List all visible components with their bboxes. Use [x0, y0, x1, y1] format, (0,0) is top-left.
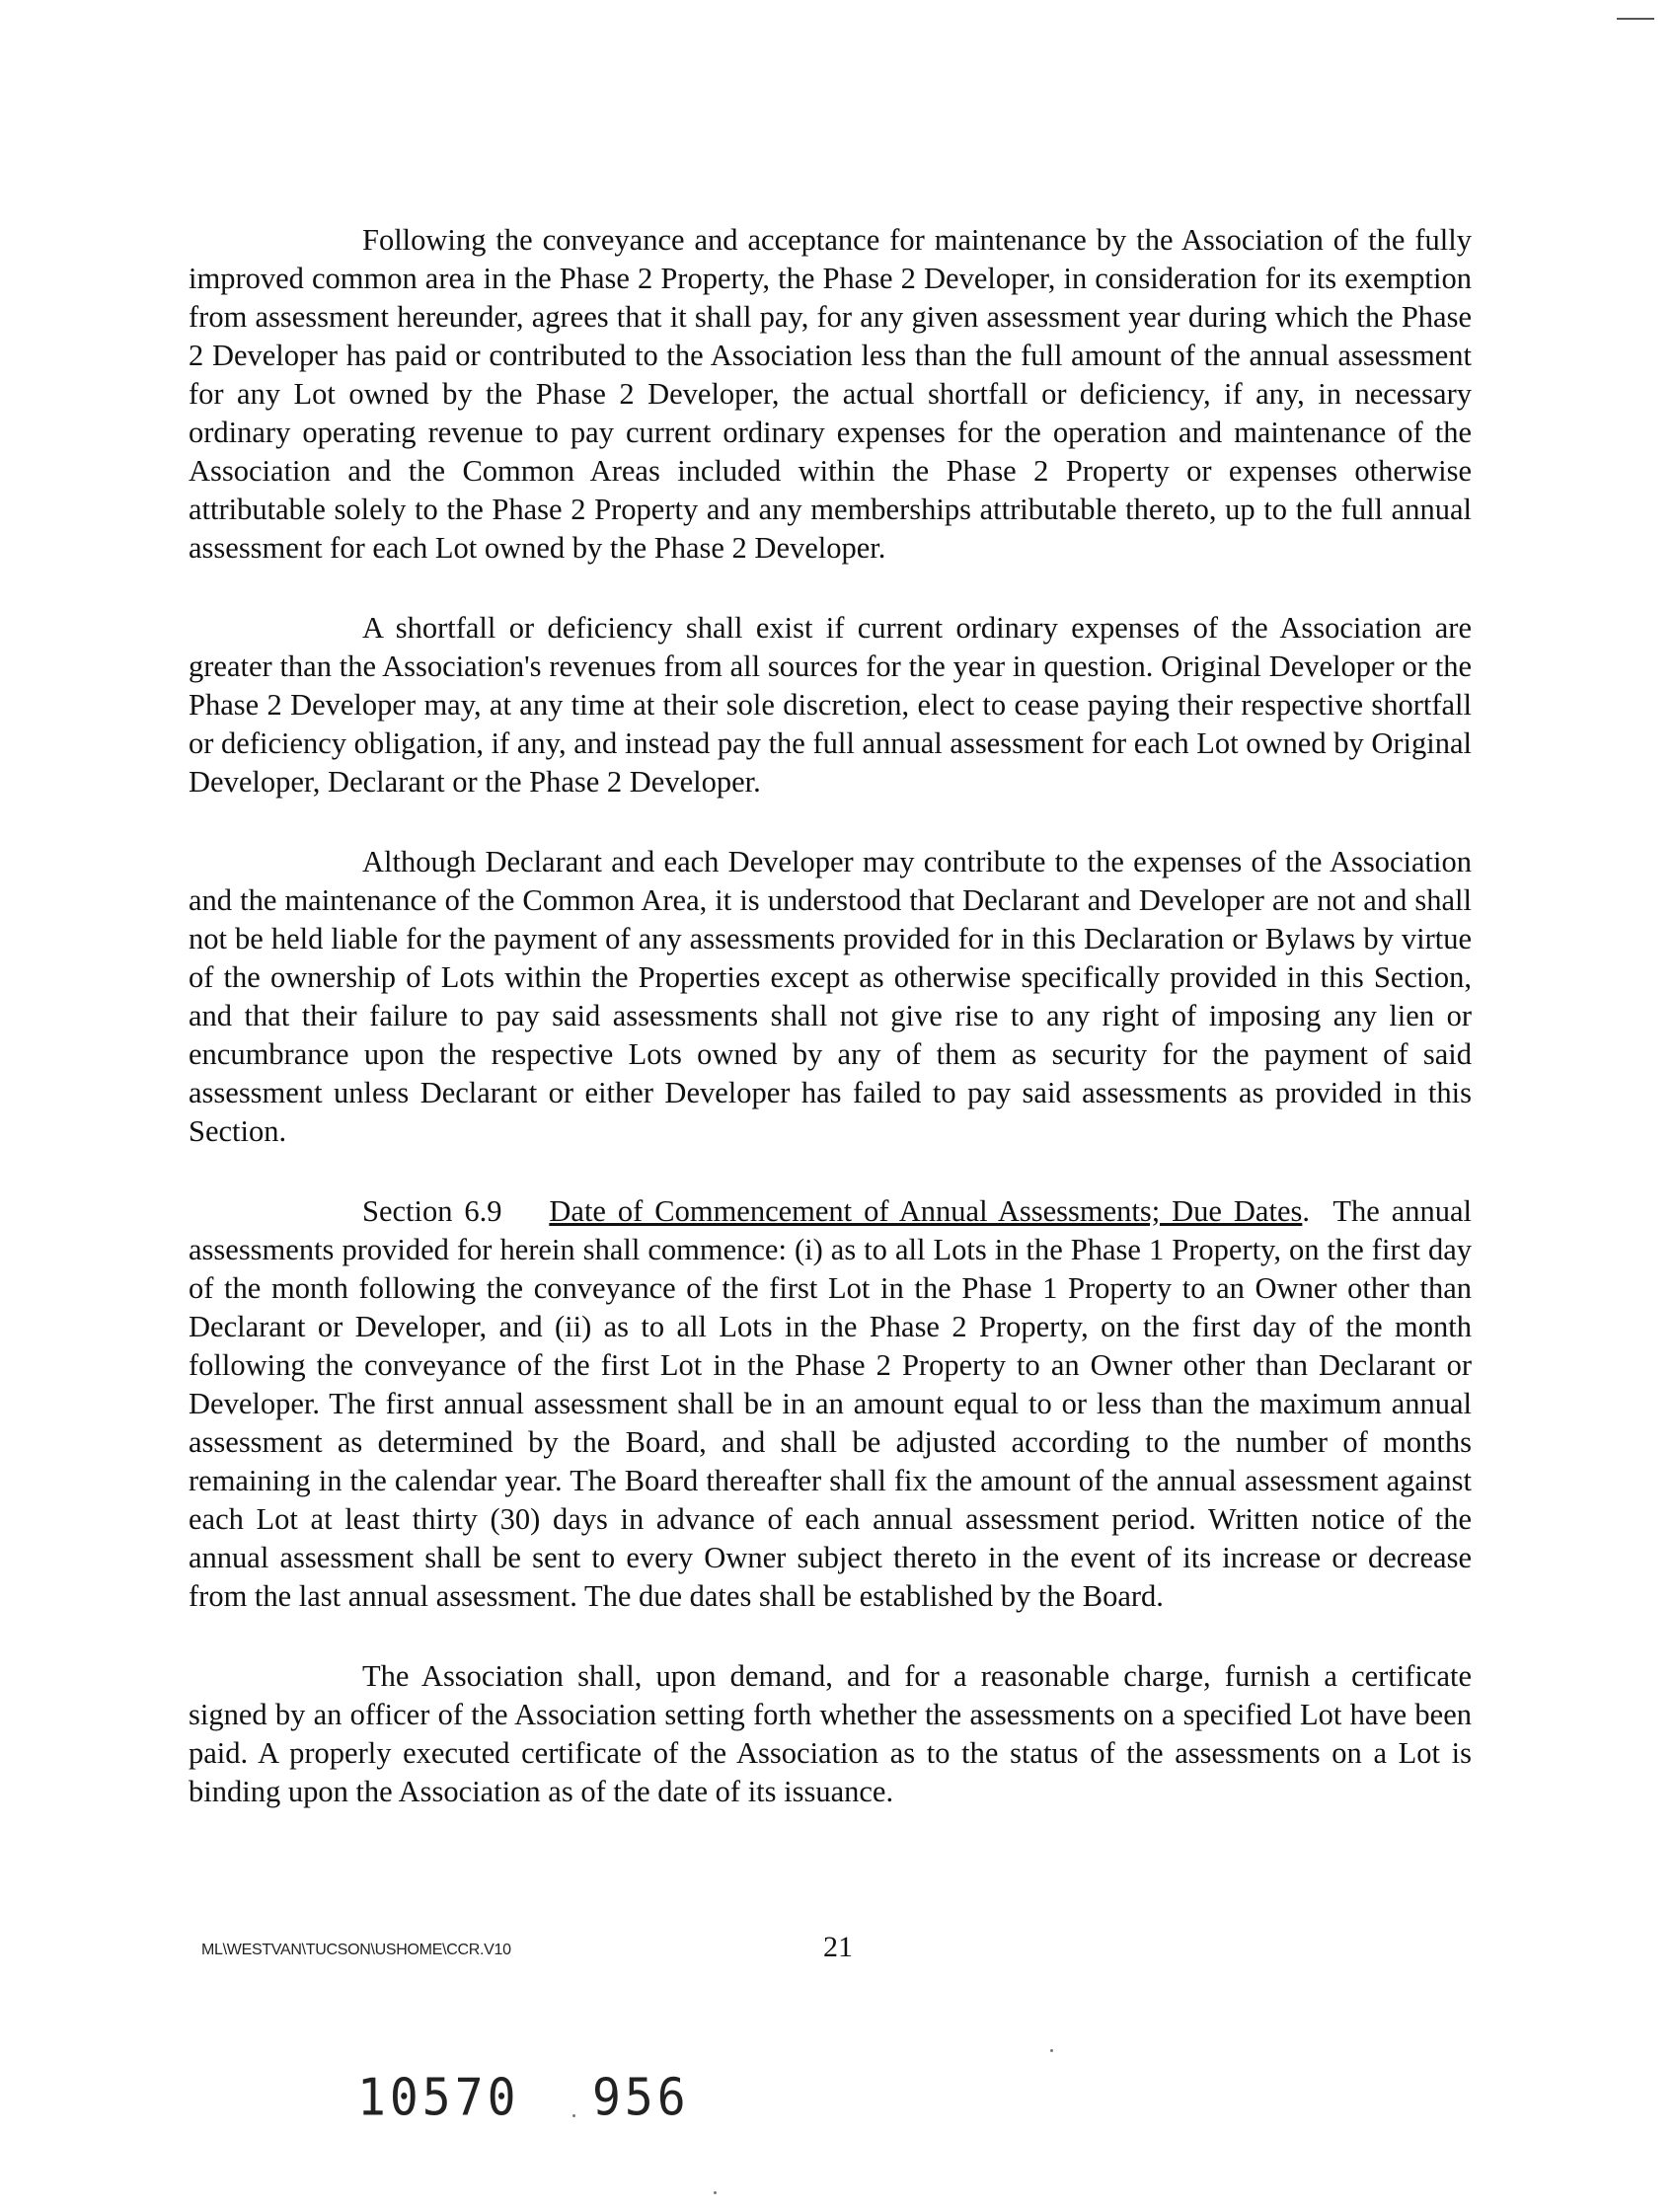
scan-speck: [572, 2114, 575, 2117]
scan-speck: [714, 2191, 717, 2194]
recording-stamp-page: 956: [592, 2067, 690, 2128]
section-heading-end: .: [1302, 1194, 1310, 1228]
section-number: Section 6.9: [362, 1194, 502, 1228]
scan-speck: [1050, 2049, 1053, 2052]
document-body: [189, 221, 1472, 1853]
section-6-9-paragraph: [189, 1192, 1472, 1616]
footer-file-path: ML\WESTVAN\TUCSON\USHOME\CCR.V10: [201, 1942, 511, 1958]
page-number: 21: [823, 1931, 853, 1963]
paragraph-declarant-liability: Although Declarant and each Developer may contribute to the expenses of the Association and the maintenance of the Common Area, it is understood that Declarant and Developer are not and shall not be held liable for the payment of any assessments provided for in this Declaration or Bylaws by virtue of the ownership of Lots within the Properties except as otherwise specifically provided in this Section, and that their failure to pay said assessments shall not give rise to any right of imposing any lien or encumbrance upon the respective Lots owned by any of them as security for the payment of said assessment unless Declarant or either Developer has failed to pay said assessments as provided in this Section.: [189, 845, 1472, 1148]
recording-stamp-book: 10570: [357, 2067, 520, 2128]
section-heading: Date of Commencement of Annual Assessments; Due Dates: [549, 1194, 1303, 1228]
paragraph-shortfall-definition: A shortfall or deficiency shall exist if current ordinary expenses of the Association are greater than the Association's revenues from all sources for the year in question. Original Developer or the Phase 2 Developer may, at any time at their sole discretion, elect to cease paying their respective shortfall or deficiency obligation, if any, and instead pay the full annual assessment for each Lot owned by Original Developer, Declarant or the Phase 2 Developer.: [189, 611, 1472, 799]
scan-corner-mark: [1617, 18, 1654, 20]
paragraph-assessment-certificate: The Association shall, upon demand, and for a reasonable charge, furnish a certificate signed by an officer of the Association setting forth whether the assessments on a specified Lot have been paid. A properly executed certificate of the Association as to the status of the assessments on a Lot is binding upon the Association as of the date of its issuance.: [189, 1659, 1472, 1808]
paragraph-phase2-shortfall-obligation: Following the conveyance and acceptance for maintenance by the Association of the fully improved common area in the Phase 2 Property, the Phase 2 Developer, in consideration for its exemption from assessment hereunder, agrees that it shall pay, for any given assessment year during which the Phase 2 Developer has paid or contributed to the Association less than the full amount of the annual assessment for any Lot owned by the Phase 2 Developer, the actual shortfall or deficiency, if any, in necessary ordinary operating revenue to pay current ordinary expenses for the operation and maintenance of the Association and the Common Areas included within the Phase 2 Property or expenses otherwise attributable solely to the Phase 2 Property and any memberships attributable thereto, up to the full annual assessment for each Lot owned by the Phase 2 Developer.: [189, 223, 1472, 565]
section-text: The annual assessments provided for herein shall commence: (i) as to all Lots in the Phase 1 Property, on the first day of the month following the conveyance of the first Lot in the Phase 1 Property to an Owner other than Declarant or Developer, and (ii) as to all Lots in the Phase 2 Property, on the first day of the month following the conveyance of the first Lot in the Phase 2 Property to an Owner other than Declarant or Developer. The first annual assessment shall be in an amount equal to or less than the maximum annual assessment as determined by the Board, and shall be adjusted according to the number of months remaining in the calendar year. The Board thereafter shall fix the amount of the annual assessment against each Lot at least thirty (30) days in advance of each annual assessment period. Written notice of the annual assessment shall be sent to every Owner subject thereto in the event of its increase or decrease from the last annual assessment. The due dates shall be established by the Board.: [189, 1194, 1473, 1613]
